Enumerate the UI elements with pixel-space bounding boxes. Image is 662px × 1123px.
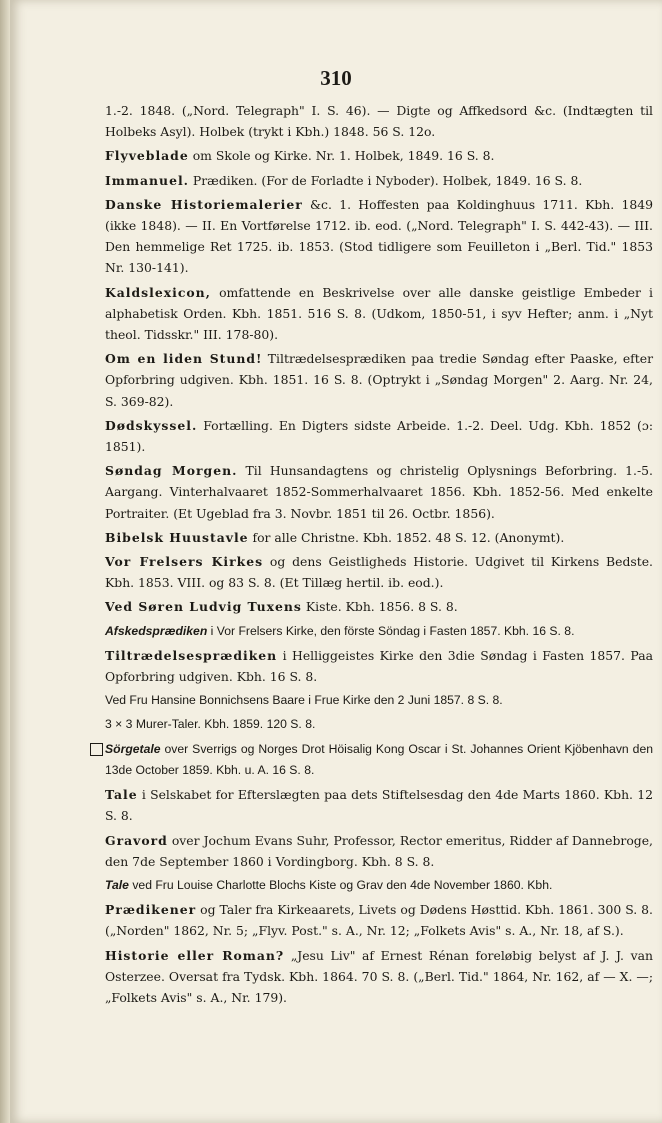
entry-13 <box>105 645 653 687</box>
entry-18 <box>105 830 653 872</box>
entry-text: omfattende en Beskrivelse over alle danske geistlige Embeder i alphabetisk Orden. Kbh. 1851. 516 S. 8. (Udkom, 1850-51, i syv Hefter; anm. i „Nyt theol. Tidsskr." III. 178-80). <box>105 284 653 343</box>
entry-headword: Dødskyssel. <box>105 417 198 433</box>
entry-text: i Helliggeistes Kirke den 3die Søndag i Fasten 1857. Paa Opforbring udgiven. Kbh. 16 S. 8. <box>105 647 653 685</box>
entry-text: „Jesu Liv" af Ernest Rénan foreløbig belyst af J. J. van Osterzee. Oversat fra Tydsk. Kbh. 1864. 70 S. 8. („Berl. Tid." 1864, Nr. 162, af — X. —; „Folkets Avis" s. A., Nr. 179). <box>105 947 653 1005</box>
book-page <box>10 0 662 1123</box>
entry-headword: Vor Frelsers Kirkes <box>105 554 264 570</box>
entry-3 <box>105 170 653 191</box>
entry-headword: Prædikener <box>105 902 197 918</box>
entry-headword: Flyveblade <box>105 148 189 164</box>
entry-19 <box>105 875 653 896</box>
entry-4 <box>105 194 653 279</box>
entry-headword: Immanuel. <box>105 172 189 188</box>
entry-headword: Søndag Morgen. <box>105 463 238 479</box>
entry-text: for alle Christne. Kbh. 1852. 48 S. 12. (Anonymt). <box>252 529 565 545</box>
page-number: 310 <box>320 66 352 90</box>
book-gutter <box>0 0 10 1123</box>
entry-text: &c. 1. Hoffesten paa Koldinghuus 1711. Kbh. 1849 (ikke 1848). — II. En Vortførelse 1712. ib. eod. („Nord. Telegraph" I. S. 442-43). — III. Den hemmelige Ret 1725. ib. 1853. (Stod tidligere som Feuilleton i „Berl. Tid." 1853 Nr. 130-141). <box>105 196 653 276</box>
bibliography-entries <box>105 100 653 1011</box>
entry-text: i Vor Frelsers Kirke, den förste Söndag i Fasten 1857. Kbh. 16 S. 8. <box>210 623 575 638</box>
entry-headword: Historie eller Roman? <box>105 947 285 963</box>
entry-headword: Sörgetale <box>105 741 161 756</box>
entry-1 <box>105 100 653 142</box>
entry-20 <box>105 899 653 941</box>
entry-headword: Bibelsk Huustavle <box>105 529 249 545</box>
entry-15 <box>105 714 653 735</box>
entry-text: i Selskabet for Efterslægten paa dets Stiftelsesdag den 4de Marts 1860. Kbh. 12 S. 8. <box>105 787 653 824</box>
entry-7 <box>105 415 653 457</box>
entry-2 <box>105 145 653 166</box>
entry-headword: Kaldsleхicon, <box>105 284 211 300</box>
entry-text: Ved Fru Hansine Bonnichsens Baare i Frue Kirke den 2 Juni 1857. 8 S. 8. <box>105 693 503 708</box>
entry-6 <box>105 348 653 412</box>
entry-text: over Sverrigs og Norges Drot Höisalig Kong Oscar i St. Johannes Orient Kjöbenhavn den 13de October 1859. Kbh. u. A. 16 S. 8. <box>105 741 653 777</box>
entry-text: ved Fru Louise Charlotte Blochs Kiste og Grav den 4de November 1860. Kbh. <box>132 877 553 892</box>
entry-text: og dens Geistligheds Historie. Udgivet til Kirkens Bedste. Kbh. 1853. VIII. og 83 S. 8. (Et Tillæg hertil. ib. eod.). <box>105 554 653 591</box>
entry-headword: Afskedsprædiken <box>105 623 208 638</box>
entry-headword: Danske Historiemalerier <box>105 196 303 212</box>
entry-21 <box>105 945 653 1009</box>
entry-text: 1.-2. 1848. („Nord. Telegraph" I. S. 46). — Digte og Affkedsord &c. (Indtægten til Holbeks Asyl). Holbek (trykt i Kbh.) 1848. 56 S. 12o. <box>105 103 653 140</box>
entry-text: om Skole og Kirke. Nr. 1. Holbek, 1849. 16 S. 8. <box>192 148 495 164</box>
entry-17 <box>105 784 653 826</box>
entry-9 <box>105 527 653 548</box>
entry-10 <box>105 551 653 593</box>
entry-14 <box>105 690 653 711</box>
entry-text: 3 × 3 Murer-Taler. Kbh. 1859. 120 S. 8. <box>105 717 316 732</box>
margin-checkbox <box>90 743 103 756</box>
entry-11 <box>105 596 653 617</box>
entry-16 <box>105 739 653 781</box>
entry-12 <box>105 621 653 642</box>
entry-headword: Ved Søren Ludvig Tuxens <box>105 599 302 615</box>
entry-text: Tiltrædelsesprædiken paa tredie Søndag efter Paaske, efter Opforbring udgiven. Kbh. 1851. 16 S. 8. (Optrykt i „Søndag Morgen" 2. Aarg. Nr. 24, S. 369-82). <box>105 351 653 409</box>
entry-headword: Tiltrædelsesprædiken <box>105 647 278 663</box>
entry-headword: Tale <box>105 877 129 892</box>
entry-text: Fortælling. En Digters sidste Arbeide. 1.-2. Deel. Udg. Kbh. 1852 (ɔ: 1851). <box>105 417 653 455</box>
entry-text: Prædiken. (For de Forladte i Nyboder). Holbek, 1849. 16 S. 8. <box>192 172 583 188</box>
entry-text: Til Hunsandagtens og christelig Oplysnings Beforbring. 1.-5. Aargang. Vinterhalvaaret 1852-Sommerhalvaaret 1856. Kbh. 1852-56. Med enkelte Portraiter. (Et Ugeblad fra 3. Novbr. 1851 til 26. Octbr. 1856). <box>105 463 653 521</box>
entry-text: over Jochum Evans Suhr, Professor, Rector emeritus, Ridder af Dannebroge, den 7de September 1860 i Vordingborg. Kbh. 8 S. 8. <box>105 832 653 869</box>
entry-text: Kiste. Kbh. 1856. 8 S. 8. <box>305 599 458 615</box>
entry-8 <box>105 460 653 524</box>
entry-headword: Tale <box>105 787 138 803</box>
entry-5 <box>105 282 653 346</box>
entry-text: og Taler fra Kirkeaarets, Livets og Dødens Høsttid. Kbh. 1861. 300 S. 8. („Norden" 1862, Nr. 5; „Flyv. Post." s. A., Nr. 12; „Folkets Avis" s. A., Nr. 18, af S.). <box>105 902 653 939</box>
entry-headword: Om en liden Stund! <box>105 351 263 367</box>
entry-headword: Gravord <box>105 832 168 848</box>
